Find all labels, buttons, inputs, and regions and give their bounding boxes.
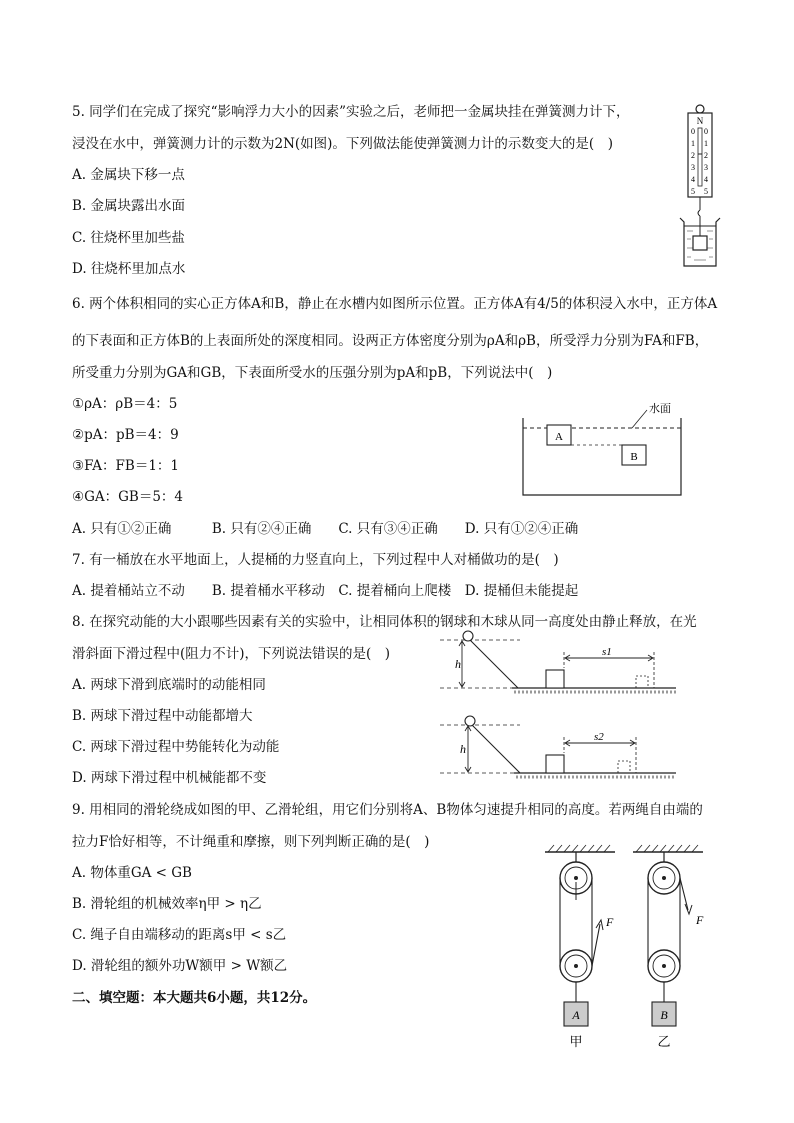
pulley-figure-yi bbox=[628, 842, 713, 1052]
scale-tick-label: 2 bbox=[691, 151, 695, 160]
q6-item-2: ②pA：pB＝4：9 bbox=[72, 427, 179, 443]
q6-stem-line3: 所受重力分别为GA和GB，下表面所受水的压强分别为pA和pB，下列说法中( ) bbox=[72, 365, 553, 381]
scale-tick-label: 1 bbox=[704, 139, 708, 148]
force-f-label: F bbox=[606, 915, 614, 929]
q6-item-3: ③FA：FB＝1：1 bbox=[72, 458, 180, 474]
q5-option-d: D. 往烧杯里加点水 bbox=[72, 261, 186, 277]
q9-stem-line1: 9. 用相同的滑轮绕成如图的甲、乙滑轮组，用它们分别将A、B物体匀速提升相同的高度。若两绳自由端的 bbox=[72, 802, 703, 818]
q6-item-1: ①ρA：ρB＝4：5 bbox=[72, 396, 178, 412]
q7-stem: 7. 有一桶放在水平地面上，人提桶的力竖直向上，下列过程中人对桶做功的是( ) bbox=[72, 552, 559, 568]
q8-option-d: D. 两球下滑过程中机械能都不变 bbox=[72, 770, 267, 786]
q6-options: A. 只有①②正确 B. 只有②④正确 C. 只有③④正确 D. 只有①②④正确 bbox=[72, 521, 579, 537]
q5-option-a: A. 金属块下移一点 bbox=[72, 167, 185, 183]
section-fill-in-heading: 二、填空题：本大题共6小题，共12分。 bbox=[72, 990, 317, 1006]
pulley-caption-yi: 乙 bbox=[657, 1034, 671, 1049]
scale-tick-label: 3 bbox=[691, 163, 695, 172]
q6-item-4: ④GA：GB＝5：4 bbox=[72, 489, 184, 505]
scale-tick-label: 2 bbox=[704, 151, 708, 160]
pulley-figure-jia bbox=[540, 842, 620, 1052]
pulley-caption-jia: 甲 bbox=[569, 1034, 583, 1049]
scale-tick-label: 4 bbox=[691, 175, 695, 184]
q9-option-c: C. 绳子自由端移动的距离s甲 < s乙 bbox=[72, 927, 287, 943]
q8-option-c: C. 两球下滑过程中势能转化为动能 bbox=[72, 739, 280, 755]
q7-options: A. 提着桶站立不动 B. 提着桶水平移动 C. 提着桶向上爬楼 D. 提桶但未能提起 bbox=[72, 583, 579, 599]
force-f-label: F bbox=[696, 913, 704, 927]
water-tank-figure bbox=[515, 398, 690, 500]
q9-option-a: A. 物体重GA < GB bbox=[72, 865, 192, 881]
q8-stem-line1: 8. 在探究动能的大小跟哪些因素有关的实验中，让相同体积的钢球和木球从同一高度处由静止释放，在光 bbox=[72, 614, 697, 630]
q8-option-a: A. 两球下滑到底端时的动能相同 bbox=[72, 677, 266, 693]
water-surface-label: 水面 bbox=[649, 403, 671, 415]
q5-option-c: C. 往烧杯里加些盐 bbox=[72, 230, 185, 246]
distance-s2-label: s2 bbox=[594, 731, 604, 743]
cube-a-label: A bbox=[555, 431, 563, 443]
q6-stem-line1: 6. 两个体积相同的实心正方体A和B，静止在水槽内如图所示位置。正方体A有4/5的体积浸入水中，正方体A bbox=[72, 296, 718, 312]
scale-tick-label: 5 bbox=[704, 187, 708, 196]
distance-s1-label: s1 bbox=[602, 646, 612, 658]
scale-tick-label: 1 bbox=[691, 139, 695, 148]
incline-figure-1 bbox=[440, 630, 680, 695]
scale-tick-label: 0 bbox=[691, 127, 695, 136]
weight-a-label: A bbox=[572, 1008, 580, 1022]
scale-unit-label: N bbox=[696, 116, 704, 126]
height-label: h bbox=[460, 742, 466, 756]
q9-stem-line2: 拉力F恰好相等，不计绳重和摩擦，则下列判断正确的是( ) bbox=[72, 834, 430, 850]
q5-option-b: B. 金属块露出水面 bbox=[72, 198, 186, 214]
q8-option-b: B. 两球下滑过程中动能都增大 bbox=[72, 708, 253, 724]
q9-option-d: D. 滑轮组的额外功W额甲 > W额乙 bbox=[72, 958, 288, 974]
weight-b-label: B bbox=[660, 1008, 668, 1022]
scale-tick-label: 4 bbox=[704, 175, 708, 184]
scale-tick-label: 5 bbox=[691, 187, 695, 196]
scale-tick-label: 0 bbox=[704, 127, 708, 136]
height-label: h bbox=[455, 657, 461, 671]
spring-scale-figure bbox=[672, 102, 728, 270]
q5-stem-line2: 浸没在水中，弹簧测力计的示数为2N(如图)。下列做法能使弹簧测力计的示数变大的是( ) bbox=[72, 136, 613, 152]
q8-stem-line2: 滑斜面下滑过程中(阻力不计)，下列说法错误的是( ) bbox=[72, 646, 391, 662]
q9-option-b: B. 滑轮组的机械效率η甲 > η乙 bbox=[72, 896, 262, 912]
q5-stem-line1: 5. 同学们在完成了探究“影响浮力大小的因素”实验之后，老师把一金属块挂在弹簧测力计下， bbox=[72, 104, 630, 120]
q6-stem-line2: 的下表面和正方体B的上表面所处的深度相同。设两正方体密度分别为ρA和ρB，所受浮力分别为FA和FB， bbox=[72, 333, 709, 349]
cube-b-label: B bbox=[630, 451, 638, 463]
scale-tick-label: 3 bbox=[704, 163, 708, 172]
incline-figure-2 bbox=[440, 715, 680, 780]
